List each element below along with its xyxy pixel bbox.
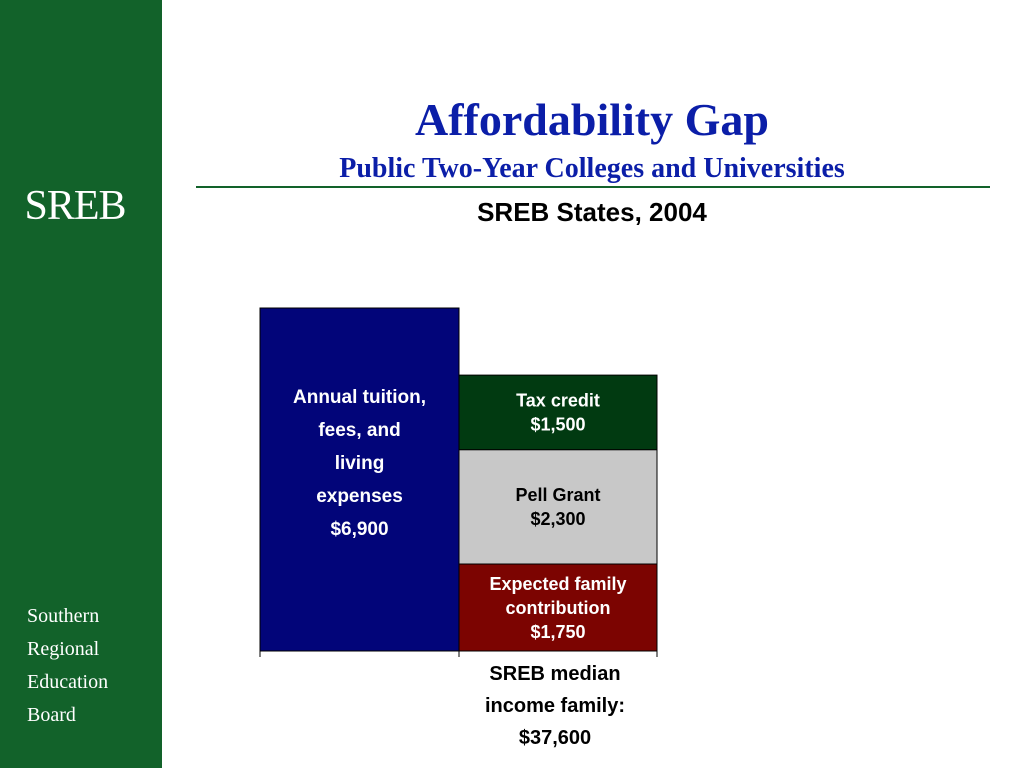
org-name-line: Education: [27, 671, 109, 693]
category-label: SREB median: [489, 663, 621, 685]
bar-segment: [459, 450, 657, 564]
segment-label: $1,500: [530, 414, 586, 435]
chart-marks: [260, 308, 657, 749]
org-name-line: Board: [27, 704, 76, 726]
bar-segment: [459, 375, 657, 450]
segment-label: Expected family: [489, 573, 627, 594]
segment-label: Pell Grant: [515, 485, 601, 506]
slide-subtitle: Public Two-Year Colleges and Universities: [339, 153, 845, 184]
segment-label: Tax credit: [516, 390, 600, 411]
segment-label: contribution: [505, 597, 611, 618]
category-label: $37,600: [518, 727, 592, 749]
org-name-line: Regional: [27, 638, 100, 660]
org-name-line: Southern: [27, 605, 100, 627]
slide-title: Affordability Gap: [415, 94, 769, 145]
org-abbreviation: SREB: [24, 183, 126, 229]
category-label: income family:: [484, 695, 626, 717]
segment-label: $1,750: [530, 621, 586, 642]
slide-subtitle-secondary: SREB States, 2004: [477, 197, 707, 227]
segment-label: fees, and: [318, 420, 401, 441]
segment-label: living: [334, 453, 385, 474]
segment-label: $6,900: [330, 519, 389, 540]
segment-label: Annual tuition,: [293, 387, 426, 408]
bar-segment: [260, 308, 459, 651]
segment-label: expenses: [316, 486, 403, 507]
segment-label: $2,300: [530, 509, 586, 530]
